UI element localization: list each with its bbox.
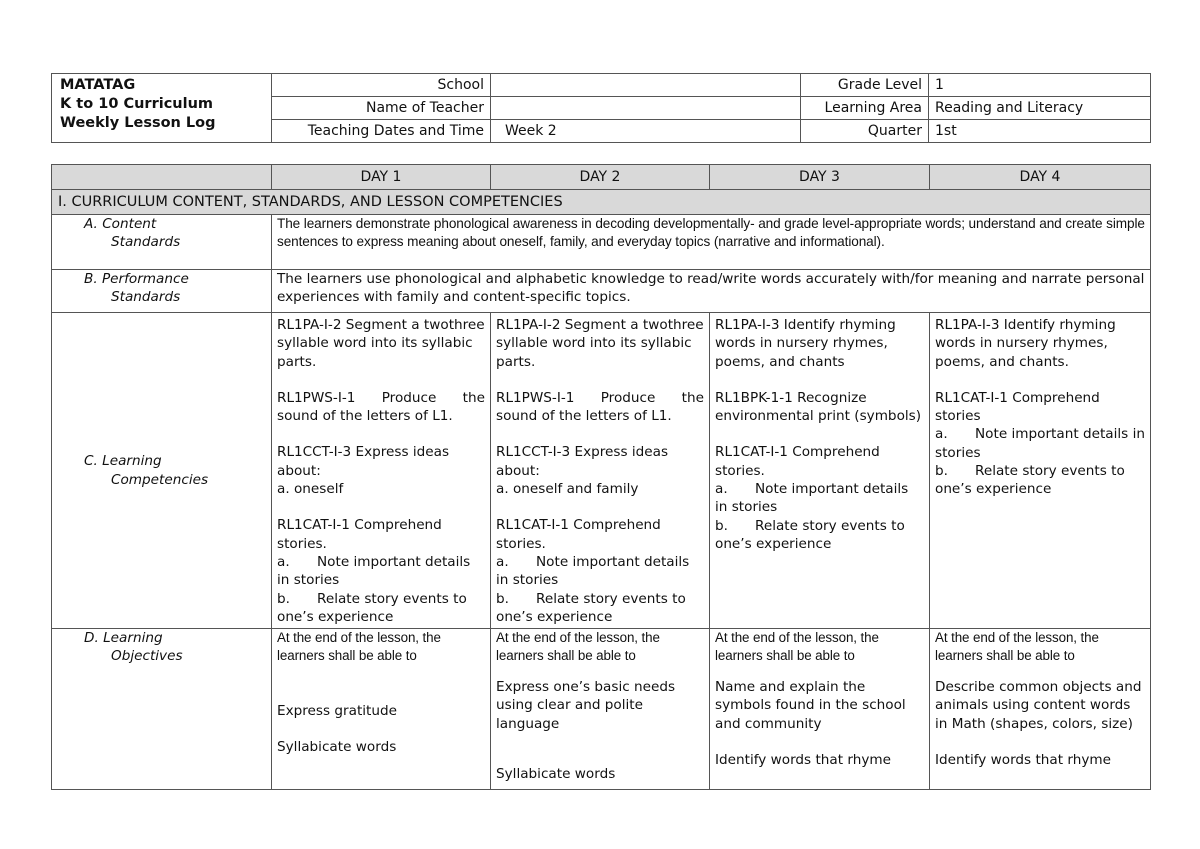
competency: RL1CCT-I-3 Express ideas about:: [277, 444, 450, 479]
list-marker: b.: [715, 517, 728, 534]
list-marker: a.: [715, 481, 728, 498]
teaching-dates-label: Teaching Dates and Time: [272, 120, 491, 143]
competency-sub-text: Relate story events to one’s experience: [277, 590, 467, 625]
competency: RL1PA-I-3 Identify rhyming words in nursery rhymes, poems, and chants.: [935, 317, 1116, 370]
objectives-intro: At the end of the lesson, the learners shall be able to: [496, 630, 660, 663]
performance-standards-text: The learners use phonological and alphabetic knowledge to read/write words accurately with/for meaning and narrate personal experiences with family and content-specific topics.: [272, 270, 1151, 313]
competency: RL1PA-I-2 Segment a twothree syllable word into its syllabic parts.: [496, 317, 704, 370]
list-marker: b.: [496, 590, 509, 607]
objective: Identify words that rhyme: [715, 751, 891, 768]
grade-level-value: 1: [929, 74, 1151, 97]
list-marker: a.: [935, 426, 948, 443]
learning-area-value: Reading and Literacy: [929, 97, 1151, 120]
list-marker: a.: [277, 553, 290, 570]
document-title: [52, 74, 272, 143]
learning-objectives-label-1: D. Learning: [84, 630, 163, 646]
teacher-value: [491, 97, 801, 120]
day-3-header: DAY 3: [710, 165, 930, 190]
competency-sub: [935, 425, 1145, 462]
content-standards-label-1: A. Content: [84, 216, 157, 232]
day-2-competencies: [491, 313, 710, 629]
competency-sub-text: Relate story events to one’s experience: [496, 590, 686, 625]
list-marker: b.: [277, 590, 290, 607]
day-2-objectives: [491, 629, 710, 790]
learning-area-label: Learning Area: [801, 97, 929, 120]
day-1-header: DAY 1: [272, 165, 491, 190]
performance-standards-label-1: B. Performance: [84, 271, 189, 287]
school-label: School: [272, 74, 491, 97]
header-table: [51, 73, 1151, 143]
day-header-row: [52, 165, 1151, 190]
day-3-objectives: [710, 629, 930, 790]
objective: Express gratitude: [277, 703, 397, 719]
competency: RL1CAT-I-1 Comprehend stories.: [277, 517, 442, 552]
competency-sub: [277, 590, 485, 627]
title-line-3: Weekly Lesson Log: [60, 115, 216, 131]
performance-standards-label-2: Standards: [111, 289, 181, 306]
list-marker: a.: [496, 553, 509, 570]
learning-competencies-label-1: C. Learning: [84, 453, 162, 470]
competency: RL1PA-I-3 Identify rhyming words in nursery rhymes, poems, and chants: [715, 317, 896, 370]
competency: RL1CAT-I-1 Comprehend stories.: [715, 444, 880, 479]
day-1-objectives: [272, 629, 491, 790]
list-marker: b.: [935, 463, 948, 480]
content-standards-label: [52, 215, 272, 270]
competency: RL1CAT-I-1 Comprehend stories: [935, 389, 1100, 425]
learning-objectives-label: [52, 629, 272, 790]
day-4-competencies: [930, 313, 1151, 629]
objective: Syllabicate words: [277, 739, 397, 756]
competency: RL1BPK-1-1 Recognize environmental print (symbols): [715, 389, 922, 425]
quarter-label: Quarter: [801, 120, 929, 143]
objective: Describe common objects and animals using content words in Math (shapes, colors, size): [935, 679, 1142, 732]
day-3-competencies: [710, 313, 930, 629]
competency: RL1PWS-I-1 Produce the sound of the letters of L1.: [277, 389, 485, 425]
objective: Express one’s basic needs using clear and polite language: [496, 679, 676, 732]
day-4-objectives: [930, 629, 1151, 790]
competency-sub-text: Note important details in stories: [935, 426, 1145, 461]
corner-cell: [52, 165, 272, 190]
lesson-log-table: [51, 164, 1151, 790]
day-2-header: DAY 2: [491, 165, 710, 190]
competency-sub: [935, 462, 1145, 499]
content-standards-text: The learners demonstrate phonological awareness in decoding developmentally- and grade level-appropriate words; understand and create simple sentences to express meaning about oneself, family, and everyday topics (narrative and informational).: [272, 215, 1151, 270]
objectives-intro: At the end of the lesson, the learners shall be able to: [715, 630, 879, 663]
performance-standards-row: [52, 270, 1151, 313]
learning-objectives-row: [52, 629, 1151, 790]
competency-sub: [496, 590, 704, 627]
objective: Syllabicate words: [496, 765, 616, 782]
teaching-dates-value: Week 2: [491, 120, 801, 143]
competency-sub: [715, 517, 924, 554]
competency-sub: a. oneself and family: [496, 481, 639, 498]
learning-objectives-label-2: Objectives: [111, 648, 183, 665]
learning-competencies-label: [52, 313, 272, 629]
competency-sub-text: Note important details in stories: [277, 553, 471, 589]
competency-sub: [715, 480, 924, 517]
competency-sub: [277, 553, 485, 590]
objectives-intro: At the end of the lesson, the learners shall be able to: [935, 630, 1099, 663]
competency: RL1PWS-I-1 Produce the sound of the letters of L1.: [496, 389, 704, 425]
grade-level-label: Grade Level: [801, 74, 929, 97]
competency-sub-text: Note important details in stories: [715, 481, 909, 516]
learning-competencies-label-2: Competencies: [111, 471, 209, 488]
competency: RL1PA-I-2 Segment a twothree syllable word into its syllabic parts.: [277, 317, 485, 370]
competency: RL1CCT-I-3 Express ideas about:: [496, 444, 669, 479]
objective: Identify words that rhyme: [935, 751, 1111, 768]
quarter-value: 1st: [929, 120, 1151, 143]
competency-sub: [496, 553, 704, 590]
competency: RL1CAT-I-1 Comprehend stories.: [496, 517, 661, 552]
competency-sub-text: Note important details in stories: [496, 553, 690, 589]
day-1-competencies: [272, 313, 491, 629]
competency-sub-text: Relate story events to one’s experience: [935, 463, 1125, 498]
competency-sub: a. oneself: [277, 481, 344, 498]
objective: Name and explain the symbols found in the school and community: [715, 679, 906, 732]
competency-sub-text: Relate story events to one’s experience: [715, 517, 905, 552]
title-line-1: MATATAG: [60, 77, 136, 93]
school-value: [491, 74, 801, 97]
day-4-header: DAY 4: [930, 165, 1151, 190]
content-standards-row: [52, 215, 1151, 270]
teacher-label: Name of Teacher: [272, 97, 491, 120]
performance-standards-label: [52, 270, 272, 313]
learning-competencies-row: [52, 313, 1151, 629]
title-line-2: K to 10 Curriculum: [60, 96, 214, 112]
content-standards-label-2: Standards: [111, 234, 181, 251]
section-heading: I. CURRICULUM CONTENT, STANDARDS, AND LESSON COMPETENCIES: [52, 190, 1151, 215]
objectives-intro: At the end of the lesson, the learners shall be able to: [277, 630, 441, 663]
